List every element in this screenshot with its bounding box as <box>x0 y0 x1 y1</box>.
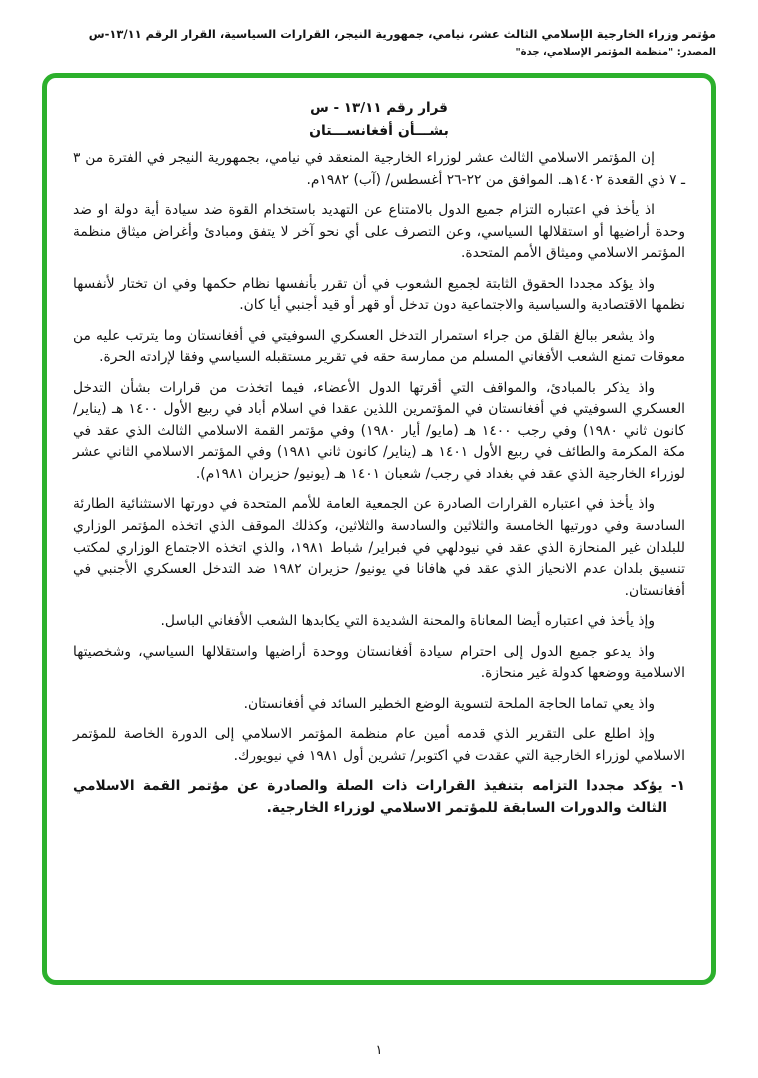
paragraph-preamble-4: واذ يشعر ببالغ القلق من جراء استمرار التدخل العسكري السوفيتي في أفغانستان وما يترتب عليه من معوقات تمنع الشعب الأفغاني المسلم من ممارسة حقه في تقرير مستقبله السياسي وفقا لإرادته الحرة. <box>73 327 685 366</box>
paragraph-preamble-3: واذ يؤكد مجددا الحقوق الثابتة لجميع الشعوب في أن تقرر بأنفسها نظام حكمها وفي ان تختار لأنفسها نظمها الاقتصادية والسياسية والاجتماعية دون تدخل أو قهر أو قيد أجنبي أيا كان. <box>73 275 685 314</box>
resolution-body <box>73 148 685 819</box>
paragraph-preamble-10: وإذ اطلع على التقرير الذي قدمه أمين عام منظمة المؤتمر الاسلامي إلى الدورة الخاصة للمؤتمر الاسلامي لوزراء الخارجية التي عقدت في اكتوبر/ تشرين أول ١٩٨١ في نيويورك. <box>73 726 685 764</box>
document-header <box>42 26 716 60</box>
paragraph-operative-1: ١- يؤكد مجددا التزامه بتنفيذ القرارات ذات الصلة والصادرة عن مؤتمر القمة الاسلامي الثالث والدورات السابقة للمؤتمر الاسلامي لوزراء الخارجية. <box>73 778 685 816</box>
paragraph-preamble-2: اذ يأخذ في اعتباره التزام جميع الدول بالامتناع عن التهديد باستخدام القوة ضد سيادة أية دولة او ضد وحدة أراضيها أو استقلالها السياسي، وعن التصرف على أي نحو آخر لا يتفق ومبادئ وأغراض ميثاق منظمة المؤتمر الاسلامي وميثاق الأمم المتحدة. <box>73 202 685 262</box>
paragraph-preamble-7: وإذ يأخذ في اعتباره أيضا المعاناة والمحنة الشديدة التي يكابدها الشعب الأفغاني الباسل. <box>160 613 655 630</box>
header-title-line: مؤتمر وزراء الخارجية الإسلامي الثالث عشر، نيامي، جمهورية النيجر، القرارات السياسية، القرار الرقم ١٣/١١-س <box>88 27 716 41</box>
resolution-subject-title: بشـــأن أفغانســـتان <box>309 123 449 140</box>
document-frame <box>42 73 716 985</box>
resolution-number-title: قرار رقم ١٣/١١ - س <box>310 100 448 117</box>
paragraph-preamble-6: واذ يأخذ في اعتباره القرارات الصادرة عن الجمعية العامة للأمم المتحدة في دورتها الاستثنائية الطارئة السادسة وفي دورتيها الخامسة والثلاثين والسادسة والثلاثين، وكذلك الموقف الذي اتخذه المؤتمر الوزاري للبلدان غير المنحازة الذي عقد في نيودلهي في فبراير/ شباط ١٩٨١، والذي اتخذه الاجتماع الوزاري لمكتب تنسيق بلدان عدم الانحياز الذي عقد في هافانا في يونيو/ حزيران ١٩٨٢ ضد التدخل العسكري الأجنبي في أفغانستان. <box>73 496 685 599</box>
paragraph-preamble-9: واذ يعي تماما الحاجة الملحة لتسوية الوضع الخطير السائد في أفغانستان. <box>243 695 655 712</box>
paragraph-preamble-1: إن المؤتمر الاسلامي الثالث عشر لوزراء الخارجية المنعقد في نيامي، بجمهورية النيجر في الفترة من ٣ ـ ٧ ذي القعدة ١٤٠٢هـ. الموافق من ٢٢-٢٦ أغسطس/ (آب) ١٩٨٢م. <box>73 150 685 188</box>
header-source-line: المصدر: "منظمة المؤتمر الإسلامي، جدة" <box>515 47 716 59</box>
paragraph-preamble-5: واذ يذكر بالمبادئ، والمواقف التي أقرتها الدول الأعضاء، فيما اتخذت من قرارات بشأن التدخل العسكري السوفيتي في أفغانستان في المؤتمرين اللذين عقدا في اسلام أباد في ربيع الأول ١٤٠٠ هـ (يناير/ كانون ثاني ١٩٨٠) وفي رجب ١٤٠٠ هـ (مايو/ أيار ١٩٨٠) وفي مؤتمر القمة الاسلامي الثالث الذي عقد في مكة المكرمة والطائف في ربيع الأول ١٤٠١ هـ (يناير/ كانون ثاني ١٩٨١) وفي المؤتمر الاسلامي الثاني عشر لوزراء الخارجية الذي عقد في بغداد في رجب/ شعبان ١٤٠١ هـ (يونيو/ حزيران ١٩٨١م). <box>73 379 686 482</box>
page-number: ١ <box>375 1043 383 1058</box>
paragraph-preamble-8: واذ يدعو جميع الدول إلى احترام سيادة أفغانستان ووحدة أراضيها واستقلالها السياسي، وشخصيتها الاسلامية ووضعها كدولة غير منحازة. <box>73 643 685 682</box>
